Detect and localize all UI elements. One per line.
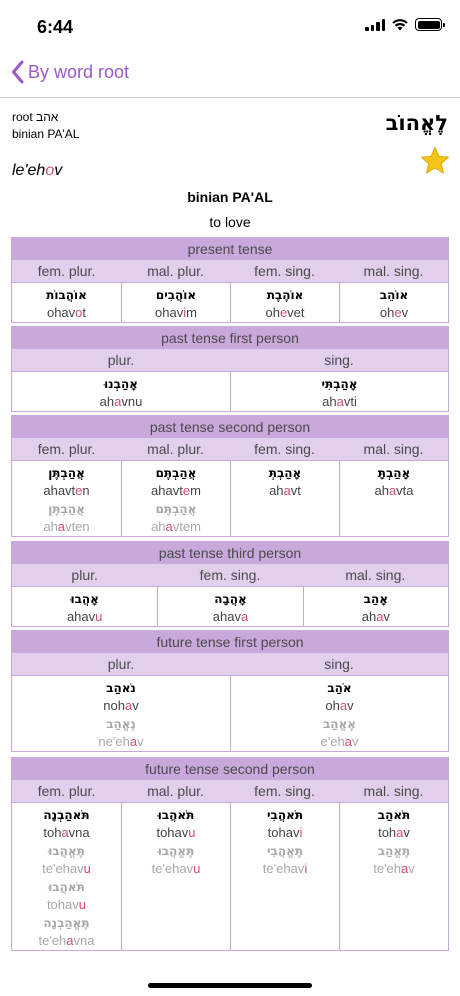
conjugation-cell[interactable]	[230, 675, 448, 751]
table-future-first-person	[11, 630, 449, 752]
infinitive-transliteration: le'ehov	[12, 162, 63, 179]
form-hebrew: תֹּאהֲבוּ	[157, 808, 195, 822]
column-header: fem. plur.	[37, 783, 96, 799]
form-transliteration: ahavten	[43, 483, 90, 498]
form-hebrew: אָהֲבָה	[214, 592, 247, 606]
form-transliteration: tohav	[378, 825, 410, 840]
infinitive-hebrew: לֶאֱהוֹב	[385, 111, 448, 135]
table-row	[12, 675, 448, 751]
conjugation-cell[interactable]	[303, 586, 448, 626]
conjugation-cell[interactable]	[121, 802, 230, 950]
form-hebrew: אֶאֱהַב	[322, 717, 357, 731]
form-hebrew: אָהַבְנוּ	[104, 377, 138, 391]
table-column-headers	[12, 438, 448, 460]
table-column-headers	[12, 349, 448, 371]
conjugation-cell[interactable]	[121, 460, 230, 536]
status-bar	[0, 0, 460, 54]
form-hebrew: אוֹהֶבֶת	[266, 288, 304, 302]
binian-heading: binian PA'AL	[187, 189, 273, 205]
column-header: sing.	[324, 352, 354, 368]
column-header: fem. plur.	[37, 441, 96, 457]
conjugation-cell[interactable]	[230, 282, 339, 322]
form-transliteration: te'ehavna	[38, 933, 95, 948]
table-title: present tense	[12, 238, 448, 260]
column-header: fem. sing.	[254, 263, 315, 279]
form-transliteration: tohavu	[46, 897, 87, 912]
wifi-icon	[391, 18, 409, 31]
form-transliteration: ahavu	[66, 609, 103, 624]
form-transliteration: ahavta	[374, 483, 414, 498]
table-past-first-person	[11, 326, 449, 412]
table-title: past tense first person	[12, 327, 448, 349]
binian-label: binian PA'AL	[12, 127, 80, 141]
form-hebrew: אָהֲבוּ	[70, 592, 99, 606]
column-header: fem. sing.	[199, 567, 261, 583]
conjugation-cell[interactable]	[12, 675, 230, 751]
column-header: mal. sing.	[363, 263, 424, 279]
form-hebrew: אֹהַב	[327, 681, 352, 695]
form-hebrew: אָהַבְתִּי	[321, 377, 358, 391]
back-button[interactable]	[11, 60, 129, 84]
form-hebrew: נֶאֱהַב	[106, 717, 136, 731]
column-header: mal. sing.	[363, 783, 424, 799]
form-transliteration: ne'ehav	[98, 734, 144, 749]
conjugation-cell[interactable]	[12, 460, 121, 536]
form-transliteration: ohavot	[46, 305, 87, 320]
table-future-second-person	[11, 757, 449, 951]
form-hebrew: אוֹהֲבוֹת	[46, 288, 87, 302]
form-transliteration: ahavtem	[151, 483, 201, 498]
verb-header	[0, 100, 460, 190]
column-header: fem. sing.	[254, 783, 315, 799]
battery-icon	[415, 18, 442, 31]
conjugation-cell[interactable]	[339, 802, 448, 950]
column-header: mal. plur.	[147, 441, 204, 457]
conjugation-cell[interactable]	[230, 460, 339, 536]
form-hebrew: תֹּאהֲבִי	[266, 808, 304, 822]
form-transliteration: te'ehavi	[262, 861, 308, 876]
form-hebrew: תֹּאהֲבוּ	[48, 880, 85, 894]
form-transliteration: te'ehavu	[151, 861, 201, 876]
form-hebrew: אוֹהֵב	[379, 288, 409, 302]
back-button-label: By word root	[28, 61, 130, 82]
column-header: plur.	[107, 656, 135, 672]
form-transliteration: ahava	[212, 609, 249, 624]
table-column-headers	[12, 260, 448, 282]
form-hebrew: אֲהַבְתֶּן	[48, 466, 85, 480]
form-hebrew: תֹּאהַב	[377, 808, 411, 822]
form-hebrew: אֲהַבְתֶּם	[155, 466, 197, 480]
form-transliteration: ahavt	[269, 483, 301, 498]
form-transliteration: ohav	[325, 698, 354, 713]
conjugation-cell[interactable]	[339, 282, 448, 322]
form-transliteration: ohev	[379, 305, 409, 320]
column-header: mal. plur.	[147, 783, 204, 799]
conjugation-cell[interactable]	[12, 371, 230, 411]
table-column-headers	[12, 653, 448, 675]
form-transliteration: te'ehavu	[42, 861, 91, 876]
table-row	[12, 586, 448, 626]
cellular-signal-icon	[365, 18, 385, 31]
form-hebrew: נֹאהַב	[106, 681, 136, 695]
conjugation-cell[interactable]	[157, 586, 302, 626]
table-title: past tense second person	[12, 416, 448, 438]
conjugation-cell[interactable]	[230, 371, 448, 411]
star-icon[interactable]	[420, 146, 450, 176]
form-transliteration: te'ehav	[373, 861, 415, 876]
status-time: 6:44	[37, 17, 74, 37]
column-header: fem. plur.	[37, 263, 96, 279]
form-transliteration: ahavti	[322, 394, 357, 409]
conjugation-cell[interactable]	[12, 586, 157, 626]
status-icons	[365, 18, 442, 31]
conjugation-cell[interactable]	[339, 460, 448, 536]
table-past-second-person	[11, 415, 449, 537]
form-transliteration: ahavnu	[99, 394, 143, 409]
table-present-tense	[11, 237, 449, 323]
nav-bar	[0, 54, 460, 98]
table-row	[12, 460, 448, 536]
form-hebrew: אָהַב	[363, 592, 388, 606]
form-transliteration: ahavten	[43, 519, 90, 534]
column-header: plur.	[71, 567, 98, 583]
table-past-third-person	[11, 541, 449, 627]
table-row	[12, 282, 448, 322]
form-transliteration: tohavna	[43, 825, 90, 840]
form-hebrew: תֶּאֱהַבְנָה	[43, 916, 90, 930]
form-hebrew: אֲהַבְתֶּן	[48, 502, 85, 516]
column-header: mal. sing.	[363, 441, 424, 457]
column-header: fem. sing.	[254, 441, 315, 457]
form-hebrew: אָהַבְתְּ	[268, 466, 302, 480]
form-transliteration: ahavtem	[151, 519, 201, 534]
form-hebrew: תֶּאֱהֲבוּ	[48, 844, 85, 858]
conjugation-cell[interactable]	[12, 282, 121, 322]
conjugation-cell[interactable]	[121, 282, 230, 322]
form-transliteration: e'ehav	[320, 734, 359, 749]
form-transliteration: ohavim	[155, 305, 197, 320]
form-hebrew: אָהַבְתָּ	[377, 466, 411, 480]
column-header: mal. sing.	[345, 567, 406, 583]
form-hebrew: תֶּאֱהַב	[377, 844, 411, 858]
column-header: mal. plur.	[147, 263, 204, 279]
root-label: root אהב	[12, 110, 59, 124]
form-hebrew: תֹּאהַבְנָה	[43, 808, 90, 822]
home-indicator[interactable]	[148, 983, 312, 988]
table-column-headers	[12, 564, 448, 586]
form-hebrew: תֶּאֱהֲבוּ	[157, 844, 195, 858]
table-title: past tense third person	[12, 542, 448, 564]
column-header: plur.	[107, 352, 135, 368]
table-row	[12, 802, 448, 950]
chevron-left-icon	[11, 60, 25, 84]
conjugation-cell[interactable]	[230, 802, 339, 950]
form-hebrew: תֶּאֱהֲבִי	[266, 844, 304, 858]
form-transliteration: tohavi	[267, 825, 303, 840]
form-transliteration: nohav	[103, 698, 139, 713]
form-transliteration: tohavu	[156, 825, 196, 840]
column-header: sing.	[324, 656, 354, 672]
table-title: future tense first person	[12, 631, 448, 653]
form-hebrew: אוֹהֲבִים	[155, 288, 197, 302]
form-transliteration: ohevet	[265, 305, 305, 320]
table-title: future tense second person	[12, 758, 448, 780]
conjugation-cell[interactable]	[12, 802, 121, 950]
form-transliteration: ahav	[361, 609, 390, 624]
table-column-headers	[12, 780, 448, 802]
translation: to love	[209, 214, 251, 230]
form-hebrew: אֲהַבְתֶּם	[155, 502, 197, 516]
table-row	[12, 371, 448, 411]
